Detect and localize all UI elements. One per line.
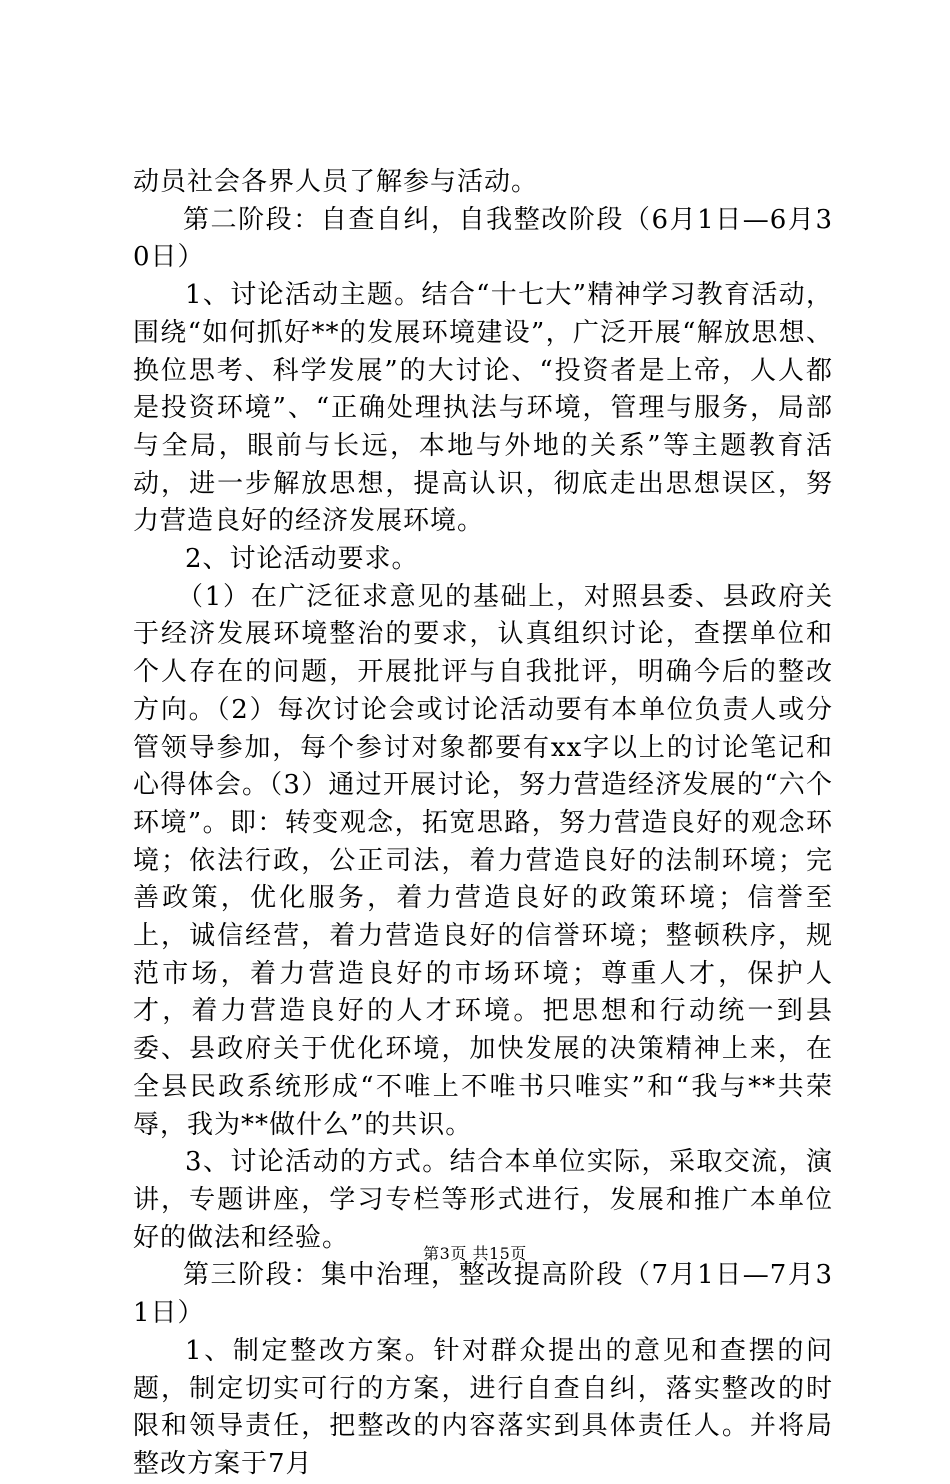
- page-footer: [0, 1244, 950, 1264]
- paragraph-discussion-theme: 1、讨论活动主题。结合“十七大”精神学习教育活动，围绕“如何抓好**的发展环境建设”，广泛开展“解放思想、换位思考、科学发展”的大讨论、“投资者是上帝，人人都是投资环境”、“正确处理执法与环境，管理与服务，局部与全局，眼前与长远，本地与外地的关系”等主题教育活动，进一步解放思想，提高认识，彻底走出思想误区，努力营造良好的经济发展环境。: [133, 280, 833, 537]
- section-heading-stage-two: 第二阶段：自查自纠，自我整改阶段（6月1日—6月30日）: [133, 204, 833, 273]
- section-heading-stage-three: 第三阶段：集中治理，整改提高阶段（7月1日—7月31日）: [133, 1260, 833, 1329]
- document-body: [133, 164, 833, 1484]
- paragraph-continuation: 动员社会各界人员了解参与活动。: [133, 167, 539, 197]
- page-number-label: 第3页 共15页: [423, 1244, 527, 1263]
- paragraph-rectification-plan: 1、制定整改方案。针对群众提出的意见和查摆的问题，制定切实可行的方案，进行自查自纠，落实整改的时限和领导责任，把整改的内容落实到具体责任人。并将局整改方案于7月: [133, 1335, 833, 1479]
- paragraph-discussion-requirements-title: 2、讨论活动要求。: [185, 544, 419, 575]
- paragraph-discussion-method: 3、讨论活动的方式。结合本单位实际，采取交流，演讲，专题讲座，学习专栏等形式进行，发展和推广本单位好的做法和经验。: [133, 1147, 833, 1253]
- paragraph-discussion-requirements: （1）在广泛征求意见的基础上，对照县委、县政府关于经济发展环境整治的要求，认真组织讨论，查摆单位和个人存在的问题，开展批评与自我批评，明确今后的整改方向。（2）每次讨论会或讨论活动要有本单位负责人或分管领导参加，每个参讨对象都要有xx字以上的讨论笔记和心得体会。（3）通过开展讨论，努力营造经济发展的“六个环境”。即：转变观念，拓宽思路，努力营造良好的观念环境；依法行政，公正司法，着力营造良好的法制环境；完善政策，优化服务，着力营造良好的政策环境；信誉至上，诚信经营，着力营造良好的信誉环境；整顿秩序，规范市场，着力营造良好的市场环境；尊重人才，保护人才，着力营造良好的人才环境。把思想和行动统一到县委、县政府关于优化环境，加快发展的决策精神上来，在全县民政系统形成“不唯上不唯书只唯实”和“我与**共荣辱，我为**做什么”的共识。: [133, 581, 833, 1140]
